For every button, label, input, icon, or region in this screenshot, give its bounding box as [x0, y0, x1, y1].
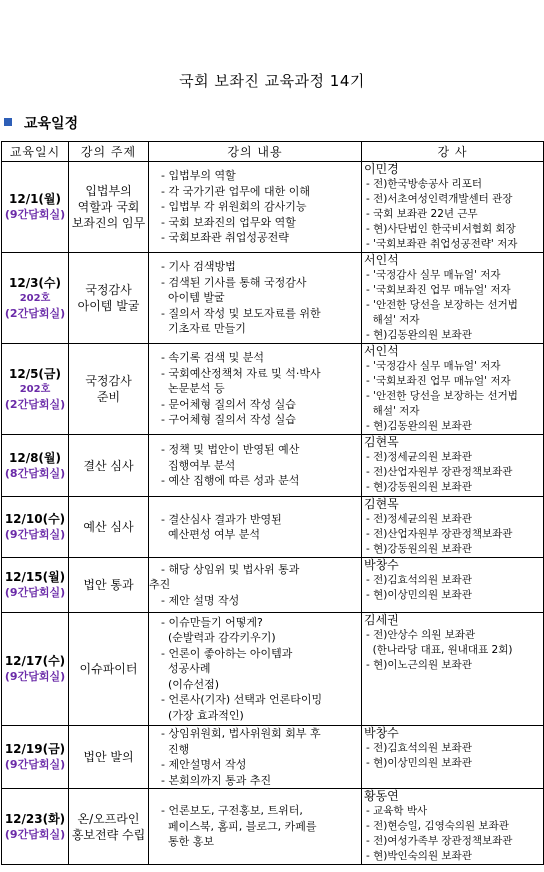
lecturer-credential: - '안전한 당선을 보장하는 선거법 — [366, 299, 518, 311]
subject-cell — [69, 435, 149, 497]
date-text: 12/3(수) — [9, 275, 61, 290]
content-cell — [149, 789, 362, 865]
content-item: - 국회보좌관 취업성공전략 — [161, 231, 289, 245]
lecturer-credential: - 현)이노근의원 보좌관 — [366, 659, 472, 671]
content-item: - 속기록 검색 및 분석 — [161, 351, 264, 365]
lecturer-credential: - 현)강동원의원 보좌관 — [366, 481, 472, 493]
lecturer-cell — [362, 344, 544, 435]
lecturer-credential: - 전)여성가족부 장관정책보좌관 — [366, 835, 513, 847]
lecturer-cell — [362, 162, 544, 253]
room-name: (8간담회실) — [4, 466, 66, 480]
content-cell — [149, 558, 362, 613]
table-row — [2, 613, 544, 726]
content-item: - 상임위원회, 법사위원회 회부 후 — [161, 727, 321, 740]
date-text: 12/23(화) — [4, 811, 66, 826]
content-item: - 예산 집행에 따른 성과 분석 — [161, 474, 300, 488]
subject-line: 예산 심사 — [83, 520, 134, 534]
lecturer-name: 서인석 — [364, 344, 399, 358]
content-item: 집행여부 분석 — [161, 458, 236, 472]
table-row — [2, 558, 544, 613]
date-text: 12/17(수) — [4, 654, 66, 668]
lecturer-credential: - 전)한국방송공사 리포터 — [366, 178, 482, 190]
lecturer-cell — [362, 435, 544, 497]
date-cell — [2, 435, 69, 497]
lecturer-cell — [362, 613, 544, 726]
subject-line: 이슈파이터 — [79, 662, 138, 676]
content-cell — [149, 726, 362, 789]
lecturer-name: 황동연 — [364, 789, 399, 803]
room-name: (9간담회실) — [4, 208, 66, 221]
content-item: - 기사 검색방법 — [161, 260, 236, 274]
content-cell — [149, 435, 362, 497]
subject-line: 법안 발의 — [83, 750, 134, 764]
room-name: (9간담회실) — [4, 670, 66, 683]
content-item: - 언론보도, 구전홍보, 트위터, — [161, 804, 303, 818]
lecturer-credential: - 국회 보좌관 22년 근무 — [366, 208, 478, 220]
subject-cell — [69, 497, 149, 558]
lecturer-credential: - '국회보좌진 업무 매뉴얼' 저자 — [366, 284, 511, 296]
room-name: (9간담회실) — [4, 827, 66, 841]
room-name: (9간담회실) — [4, 528, 66, 541]
lecturer-credential: - 현)이상민의원 보좌관 — [366, 589, 472, 601]
schedule-table — [1, 141, 544, 865]
content-item: - 본회의까지 통과 추진 — [161, 773, 272, 787]
lecturer-credential: - 현)이상민의원 보좌관 — [366, 757, 472, 769]
lecturer-credential: - '안전한 당선을 보장하는 선거법 — [366, 390, 518, 402]
lecturer-credential: - '국정감사 실무 매뉴얼' 저자 — [366, 360, 501, 372]
content-item: - 국회예산정책처 자료 및 석·박사 — [161, 366, 321, 380]
lecturer-credential: - 전)서초여성인력개발센터 관장 — [366, 193, 513, 205]
col-header-subject: 강의 주제 — [69, 142, 149, 162]
date-text: 12/10(수) — [4, 512, 66, 526]
date-text: 12/8(월) — [9, 450, 61, 465]
lecturer-cell — [362, 726, 544, 789]
lecturer-credential: - 전)김효석의원 보좌관 — [366, 742, 472, 754]
subject-cell — [69, 789, 149, 865]
room-name: (2간담회실) — [4, 306, 66, 320]
col-header-lecturer: 강 사 — [362, 142, 544, 162]
lecturer-credential: - 전)산업자원부 장관정책보좌관 — [366, 528, 513, 540]
date-cell — [2, 613, 69, 726]
lecturer-credential: - 현)강동원의원 보좌관 — [366, 543, 472, 555]
subject-line: 아이템 발굴 — [77, 299, 140, 313]
table-row — [2, 497, 544, 558]
subject-cell — [69, 162, 149, 253]
date-cell — [2, 162, 69, 253]
content-item: - 언론이 좋아하는 아이템과 — [161, 646, 293, 660]
table-row — [2, 789, 544, 865]
content-item: - 입법부의 역할 — [161, 169, 236, 183]
table-row — [2, 726, 544, 789]
subject-line: 법안 통과 — [83, 578, 134, 592]
lecturer-credential: - '국정감사 실무 매뉴얼' 저자 — [366, 269, 501, 281]
content-item: - 해당 상임위 및 법사위 통과 — [161, 562, 300, 576]
content-item: - 제안설명서 작성 — [161, 758, 247, 771]
subject-line: 온/오프라인 — [77, 811, 140, 826]
section-label: 교육일정 — [24, 116, 79, 132]
table-row — [2, 344, 544, 435]
square-bullet-icon — [4, 118, 12, 126]
content-item: 통한 홍보 — [161, 835, 214, 849]
page-title: 국회 보좌진 교육과정 14기 — [179, 72, 365, 90]
subject-cell — [69, 726, 149, 789]
date-cell — [2, 344, 69, 435]
content-item: 논문분석 등 — [161, 382, 225, 396]
subject-line: 국정감사 — [85, 374, 132, 388]
lecturer-credential: - 현)사단법인 한국비서협회 회장 — [366, 223, 516, 235]
content-item: 기초자료 만들기 — [161, 322, 246, 336]
lecturer-credential: - 전)현승일, 김영숙의원 보좌관 — [366, 820, 509, 832]
room-name: (9간담회실) — [4, 586, 66, 599]
lecturer-name: 박창수 — [364, 558, 399, 572]
lecturer-credential: 해설' 저자 — [366, 405, 420, 417]
date-text: 12/1(월) — [9, 192, 61, 206]
lecturer-name: 김세권 — [364, 613, 399, 627]
col-header-content: 강의 내용 — [149, 142, 362, 162]
content-item: - 각 국가기관 업무에 대한 이해 — [161, 184, 310, 198]
room-number: 202호 — [19, 383, 51, 395]
lecturer-name: 이민경 — [364, 162, 399, 176]
lecturer-credential: - 전)산업자원부 장관정책보좌관 — [366, 466, 513, 478]
subject-line: 역할과 국회 — [77, 200, 140, 214]
room-name: (2간담회실) — [4, 397, 66, 411]
lecturer-name: 김현목 — [364, 435, 399, 449]
content-item: - 제안 설명 작성 — [161, 593, 240, 607]
room-number: 202호 — [19, 292, 51, 304]
subject-cell — [69, 613, 149, 726]
content-item: (순발력과 감각키우기) — [161, 631, 276, 645]
content-item: - 입법부 각 위원회의 감사기능 — [161, 200, 307, 214]
date-cell — [2, 789, 69, 865]
section-heading — [4, 113, 78, 133]
content-item: (이슈선점) — [161, 677, 220, 691]
content-item: 아이템 발굴 — [161, 291, 225, 305]
content-item: 추진 — [149, 578, 171, 592]
col-header-date: 교육일시 — [2, 142, 69, 162]
subject-line: 결산 심사 — [83, 458, 134, 473]
content-item: - 문어체형 질의서 작성 실습 — [161, 397, 296, 411]
subject-cell — [69, 558, 149, 613]
lecturer-cell — [362, 253, 544, 344]
lecturer-credential: 해설' 저자 — [366, 314, 420, 326]
content-item: - 국회 보좌진의 업무와 역할 — [161, 215, 296, 229]
lecturer-credential: - 전)정세균의원 보좌관 — [366, 513, 472, 525]
content-item: - 구어체형 질의서 작성 실습 — [161, 413, 296, 427]
subject-line: 홍보전략 수립 — [71, 827, 146, 842]
subject-line: 입법부의 — [85, 184, 132, 198]
content-cell — [149, 613, 362, 726]
lecturer-credential: - 전)정세균의원 보좌관 — [366, 451, 472, 463]
lecturer-credential: - '국회보좌관 취업성공전략' 저자 — [366, 238, 518, 250]
content-cell — [149, 344, 362, 435]
table-row — [2, 253, 544, 344]
lecturer-name: 박창수 — [364, 726, 399, 740]
content-item: - 언론사(기자) 선택과 언론타이밍 — [161, 693, 323, 707]
content-item: 예산편성 여부 분석 — [161, 528, 260, 541]
lecturer-cell — [362, 497, 544, 558]
subject-cell — [69, 253, 149, 344]
table-row — [2, 435, 544, 497]
lecturer-credential: - '국회보좌진 업무 매뉴얼' 저자 — [366, 375, 511, 387]
content-item: - 결산심사 결과가 반영된 — [161, 512, 282, 526]
content-item: - 질의서 작성 및 보도자료를 위한 — [161, 306, 321, 320]
date-cell — [2, 497, 69, 558]
date-cell — [2, 253, 69, 344]
table-row — [2, 162, 544, 253]
lecturer-name: 서인석 — [364, 253, 399, 267]
content-cell — [149, 497, 362, 558]
content-item: - 정책 및 법안이 반영된 예산 — [161, 443, 300, 457]
lecturer-cell — [362, 558, 544, 613]
lecturer-credential: - 현)박인숙의원 보좌관 — [366, 850, 472, 862]
content-item: (가장 효과적인) — [161, 708, 244, 722]
subject-line: 보좌진의 임무 — [71, 216, 146, 230]
lecturer-credential: - 현)김동완의원 보좌관 — [366, 329, 472, 341]
content-item: 진행 — [161, 742, 190, 756]
date-cell — [2, 558, 69, 613]
content-item: 성공사례 — [161, 662, 211, 676]
lecturer-credential: - 교육학 박사 — [366, 805, 428, 817]
room-name: (9간담회실) — [4, 758, 66, 771]
date-text: 12/15(월) — [4, 570, 66, 584]
subject-cell — [69, 344, 149, 435]
lecturer-credential: - 현)김동완의원 보좌관 — [366, 420, 472, 432]
lecturer-name: 김현목 — [364, 497, 399, 511]
subject-line: 준비 — [96, 390, 121, 404]
date-text: 12/5(금) — [9, 366, 61, 381]
content-cell — [149, 253, 362, 344]
content-item: - 이슈만들기 어떻게? — [161, 615, 263, 629]
content-item: 페이스북, 홈피, 블로그, 카페를 — [161, 819, 317, 833]
table-header-row — [2, 142, 544, 162]
date-cell — [2, 726, 69, 789]
content-item: - 검색된 기사를 통해 국정감사 — [161, 275, 307, 289]
lecturer-credential: (한나라당 대표, 원내대표 2회) — [366, 644, 513, 656]
lecturer-cell — [362, 789, 544, 865]
date-text: 12/19(금) — [4, 742, 66, 756]
content-cell — [149, 162, 362, 253]
lecturer-credential: - 전)안상수 의원 보좌관 — [366, 629, 476, 641]
subject-line: 국정감사 — [85, 283, 132, 297]
lecturer-credential: - 전)김효석의원 보좌관 — [366, 574, 472, 586]
